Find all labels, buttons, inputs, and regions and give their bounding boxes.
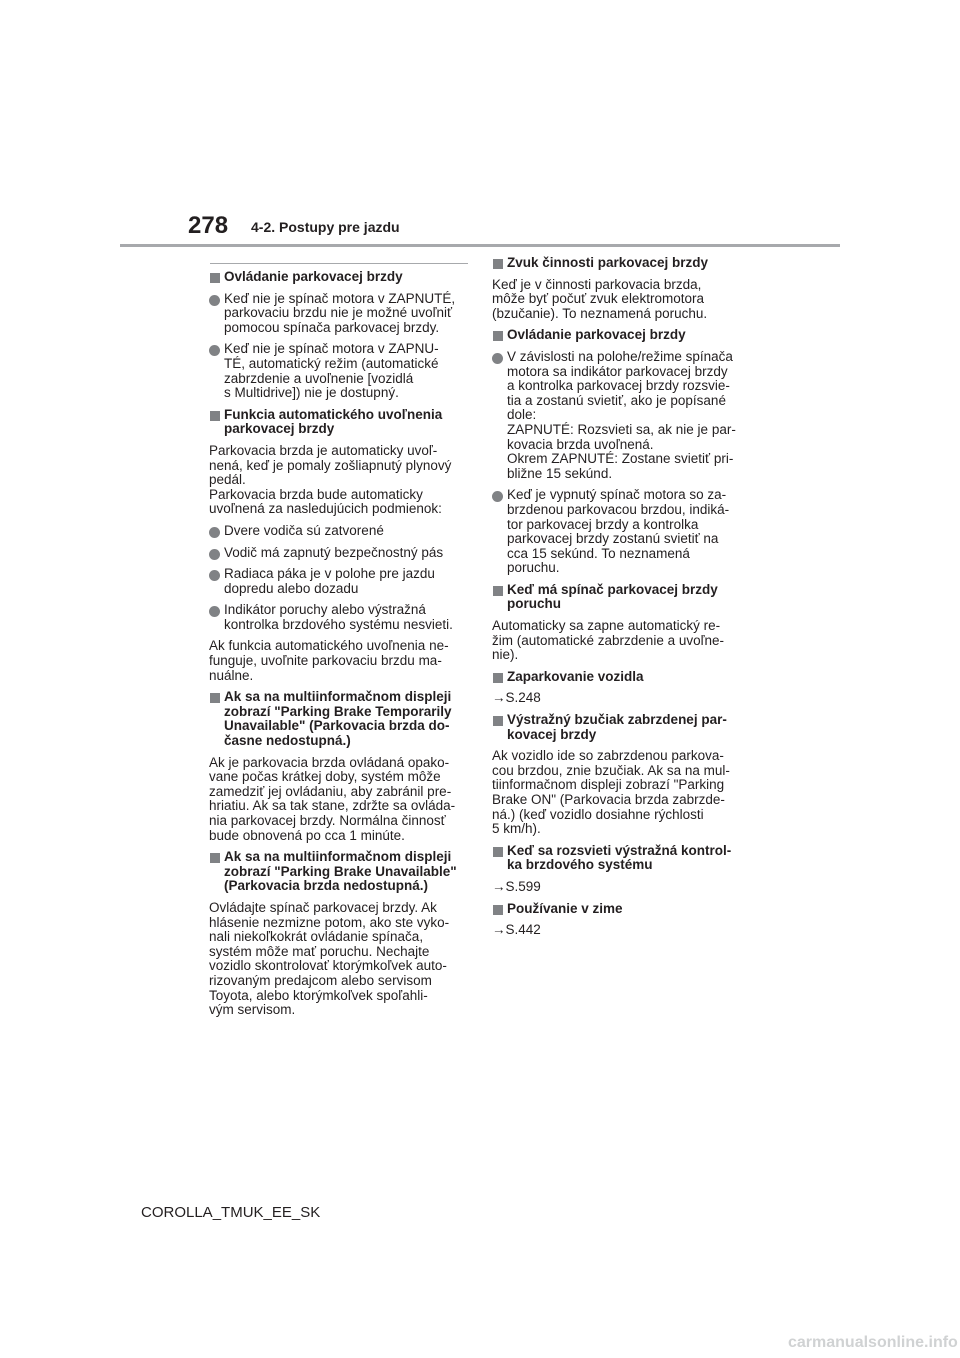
text-line: Vodič má zapnutý bezpečnostný pás [224, 544, 444, 560]
text-line: Dvere vodiča sú zatvorené [224, 522, 384, 538]
section-heading [492, 328, 754, 343]
text-line: Indikátor poruchy alebo výstražná [224, 602, 426, 618]
square-marker-icon [210, 853, 220, 863]
text-line: Ak sa na multiinformačnom displeji [224, 689, 452, 705]
text-line: kovacej brzdy [507, 726, 597, 742]
section-heading [492, 902, 754, 917]
text-line: žim (automatické zabrzdenie a uvoľne- [492, 632, 725, 648]
text-line: Keď je vypnutý spínač motora so za- [507, 487, 727, 503]
square-marker-icon [493, 847, 503, 857]
bullet-dot-icon [209, 606, 220, 617]
text-line: Radiaca páka je v polohe pre jazdu [224, 566, 435, 582]
text-line: vozidlo skontrolovať ktorýmkoľvek auto- [209, 958, 447, 974]
text-line: Keď nie je spínač motora v ZAPNUTÉ, [224, 290, 456, 306]
page-reference[interactable] [492, 923, 754, 938]
text-line: Ak funkcia automatického uvoľnenia ne- [209, 638, 449, 654]
text-line: zobrazí "Parking Brake Temporarily [224, 703, 452, 719]
square-marker-icon [493, 905, 503, 915]
text-line: Keď má spínač parkovacej brzdy [507, 581, 718, 597]
text-line: →S.599 [492, 878, 541, 894]
text-line: Parkovacia brzda je automaticky uvoľ- [209, 442, 438, 458]
text-line: nia parkovacej brzdy. Normálna činnosť [209, 813, 446, 828]
paragraph [209, 444, 471, 517]
text-line: kontrolka brzdového systému nesvieti. [224, 616, 453, 632]
text-line: ka brzdového systému [507, 857, 653, 873]
bullet-dot-icon [209, 570, 220, 581]
text-line: kovacia brzda uvoľnená. [507, 436, 654, 452]
text-line: →S.248 [492, 690, 541, 706]
bullet-item [209, 546, 471, 561]
text-line: Automaticky sa zapne automatický re- [492, 618, 721, 634]
right-column [492, 256, 754, 945]
section-heading [492, 670, 754, 685]
header-rule [120, 244, 840, 247]
section-heading [492, 583, 754, 612]
text-line: ZAPNUTÉ: Rozsvieti sa, ak nie je par- [507, 421, 736, 437]
section-heading [209, 690, 471, 748]
text-line: TÉ, automatický režim (automatické [224, 355, 439, 371]
text-line: nuálne. [209, 667, 254, 683]
column-rule [210, 263, 468, 264]
page-number: 278 [188, 212, 229, 239]
text-line: poruchu [507, 596, 561, 612]
text-line: Zvuk činnosti parkovacej brzdy [507, 255, 709, 270]
square-marker-icon [210, 693, 220, 703]
square-marker-icon [210, 411, 220, 421]
bullet-item [209, 292, 471, 336]
section-heading [492, 844, 754, 873]
paragraph [209, 901, 471, 1018]
text-line: Okrem ZAPNUTÉ: Zostane svietiť pri- [507, 451, 734, 467]
text-line: Keď je v činnosti parkovacia brzda, [492, 276, 702, 292]
text-line: uvoľnená za nasledujúcich podmienok: [209, 501, 442, 517]
text-line: parkovacej brzdy zostanú svietiť na [507, 531, 719, 547]
text-line: Výstražný bzučiak zabrzdenej par- [507, 712, 727, 728]
text-line: tiinformačnom displeji zobrazí "Parking [492, 777, 725, 793]
text-line: bude obnovená po cca 1 minúte. [209, 827, 405, 843]
text-line: cca 15 sekúnd. To neznamená [507, 545, 690, 561]
bullet-dot-icon [492, 491, 503, 502]
square-marker-icon [493, 673, 503, 683]
paragraph [492, 619, 754, 663]
square-marker-icon [493, 586, 503, 596]
text-line: zobrazí "Parking Brake Unavailable" [224, 863, 457, 879]
bullet-dot-icon [492, 353, 503, 364]
text-line: Používanie v zime [507, 900, 623, 916]
text-line: Ak sa na multiinformačnom displeji [224, 849, 452, 865]
section-heading [209, 850, 471, 894]
section-heading [209, 270, 471, 285]
text-line: ná.) (keď vozidlo dosiahne rýchlosti [492, 806, 704, 822]
text-line: poruchu. [507, 560, 560, 576]
section-heading [209, 408, 471, 437]
square-marker-icon [493, 716, 503, 726]
text-line: Toyota, alebo ktorýmkoľvek spoľahli- [209, 987, 428, 1003]
bullet-item [492, 488, 754, 576]
text-line: (bzučanie). To neznamená poruchu. [492, 305, 708, 321]
text-line: Zaparkovanie vozidla [507, 668, 644, 684]
paragraph [492, 749, 754, 837]
text-line: cou brzdou, znie bzučiak. Ak sa na mul- [492, 762, 730, 778]
text-line: 5 km/h). [492, 821, 541, 837]
text-line: V závislosti na polohe/režime spínača [507, 348, 733, 364]
bullet-dot-icon [209, 345, 220, 356]
text-line: dole: [507, 407, 537, 423]
page-reference[interactable] [492, 880, 754, 895]
text-line: tor parkovacej brzdy a kontrolka [507, 516, 699, 532]
chapter-title: 4-2. Postupy pre jazdu [251, 219, 400, 235]
text-line: pedál. [209, 472, 246, 488]
square-marker-icon [493, 331, 503, 341]
paragraph [209, 756, 471, 844]
text-line: parkovaciu brzdu nie je možné uvoľniť [224, 305, 453, 321]
text-line: Ovládanie parkovacej brzdy [507, 327, 686, 343]
text-line: Ovládajte spínač parkovacej brzdy. Ak [209, 899, 437, 915]
text-line: dopredu alebo dozadu [224, 580, 359, 596]
bullet-item [209, 342, 471, 400]
text-line: vane počas krátkej doby, systém môže [209, 769, 441, 785]
bullet-item [209, 567, 471, 596]
text-line: brzdenou parkovacou brzdou, indiká- [507, 501, 730, 517]
text-line: tia a zostanú svietiť, ako je popísané [507, 392, 726, 408]
bullet-item [492, 350, 754, 481]
text-line: Ak je parkovacia brzda ovládaná opako- [209, 754, 450, 770]
square-marker-icon [493, 259, 503, 269]
text-line: hriatiu. Ak sa tak stane, zdržte sa ovláda- [209, 798, 456, 814]
paragraph [209, 639, 471, 683]
text-line: (Parkovacia brzda nedostupná.) [224, 878, 429, 894]
page-reference[interactable] [492, 691, 754, 706]
text-line: →S.442 [492, 922, 541, 938]
text-line: zabrzdenie a uvoľnenie [vozidlá [224, 370, 414, 386]
square-marker-icon [210, 273, 220, 283]
bullet-item [209, 524, 471, 539]
watermark: carmanualsonline.info [788, 1334, 958, 1351]
bullet-dot-icon [209, 549, 220, 560]
text-line: Unavailable" (Parkovacia brzda do- [224, 718, 450, 734]
text-line: funguje, uvoľnite parkovaciu brzdu ma- [209, 653, 442, 669]
text-line: bližne 15 sekúnd. [507, 465, 613, 481]
text-line: nie). [492, 647, 519, 663]
text-line: Keď nie je spínač motora v ZAPNU- [224, 341, 439, 357]
text-line: časne nedostupná.) [224, 733, 351, 749]
text-line: hlásenie nezmizne potom, ako ste vyko- [209, 914, 450, 930]
bullet-dot-icon [209, 295, 220, 306]
text-line: motora sa indikátor parkovacej brzdy [507, 363, 728, 379]
bullet-item [209, 603, 471, 632]
text-line: Brake ON" (Parkovacia brzda zabrzde- [492, 792, 725, 807]
left-column [209, 270, 471, 1025]
text-line: Ak vozidlo ide so zabrzdenou parkova- [492, 748, 724, 764]
text-line: systém môže mať poruchu. Nechajte [209, 943, 430, 959]
text-line: pomocou spínača parkovacej brzdy. [224, 319, 440, 335]
text-line: Parkovacia brzda bude automaticky [209, 486, 423, 502]
section-heading [492, 713, 754, 742]
text-line: nali niekoľkokrát ovládanie spínača, [209, 929, 424, 945]
text-line: Ovládanie parkovacej brzdy [224, 269, 403, 284]
text-line: s Multidrive]) nie je dostupný. [224, 385, 399, 401]
footer-doc-code: COROLLA_TMUK_EE_SK [141, 1204, 321, 1221]
section-heading [492, 256, 754, 271]
text-line: a kontrolka parkovacej brzdy rozsvie- [507, 378, 730, 394]
text-line: rizovaným predajcom alebo servisom [209, 972, 432, 988]
text-line: vým servisom. [209, 1002, 296, 1018]
text-line: zamedziť jej ovládaniu, aby zabránil pre- [209, 783, 452, 799]
bullet-dot-icon [209, 527, 220, 538]
text-line: nená, keď je pomaly zošliapnutý plynový [209, 457, 452, 473]
text-line: Keď sa rozsvieti výstražná kontrol- [507, 842, 732, 858]
paragraph [492, 278, 754, 322]
text-line: Funkcia automatického uvoľnenia [224, 406, 443, 422]
text-line: parkovacej brzdy [224, 421, 335, 437]
text-line: môže byť počuť zvuk elektromotora [492, 291, 704, 307]
